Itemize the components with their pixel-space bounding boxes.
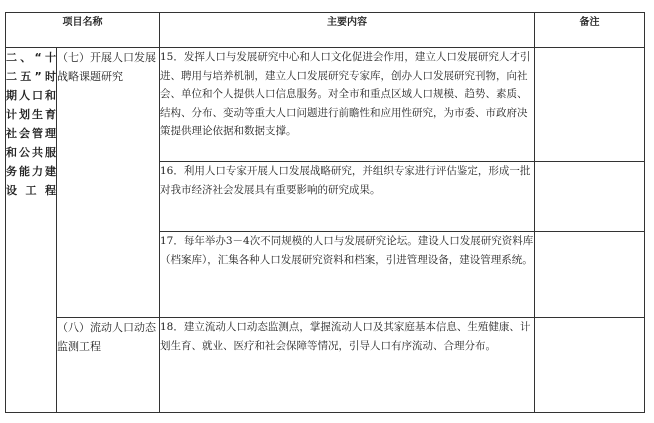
remarks-cell <box>535 48 645 162</box>
table-row <box>6 48 645 162</box>
content-cell: 16．利用人口专家开展人口发展战略研究，并组织专家进行评估鉴定，形成一批对我市经济社会发展具有重要影响的研究成果。 <box>160 162 535 232</box>
section-cell: 二、“十二五”时期人口和计划生育社会管理和公共服务能力建设工程 <box>6 48 57 413</box>
category-cell: （八）流动人口动态监测工程 <box>57 318 160 413</box>
content-cell: 17．每年举办3－4次不同规模的人口与发展研究论坛。建设人口发展研究资料库（档案库），汇集各种人口发展研究资料和档案，引进管理设备，建设管理系统。 <box>160 232 535 318</box>
header-row <box>6 13 645 48</box>
content-cell: 15．发挥人口与发展研究中心和人口文化促进会作用，建立人口发展研究人才引进、聘用与培养机制，建立人口发展研究专家库，创办人口发展研究刊物，向社会、单位和个人提供人口信息服务。对全市和重点区域人口规模、趋势、素质、结构、分布、变动等重大人口问题进行前瞻性和应用性研究，为市委、市政府决策提供理论依据和数据支撑。 <box>160 48 535 162</box>
header-main-content: 主要内容 <box>160 13 535 48</box>
content-cell: 18．建立流动人口动态监测点，掌握流动人口及其家庭基本信息、生殖健康、计划生育、就业、医疗和社会保障等情况，引导人口有序流动、合理分布。 <box>160 318 535 413</box>
remarks-cell <box>535 318 645 413</box>
remarks-cell <box>535 162 645 232</box>
project-table <box>5 12 645 413</box>
remarks-cell <box>535 232 645 318</box>
header-remarks: 备注 <box>535 13 645 48</box>
category-cell: （七）开展人口发展战略课题研究 <box>57 48 160 318</box>
header-project-name: 项目名称 <box>6 13 160 48</box>
table-row <box>6 318 645 413</box>
